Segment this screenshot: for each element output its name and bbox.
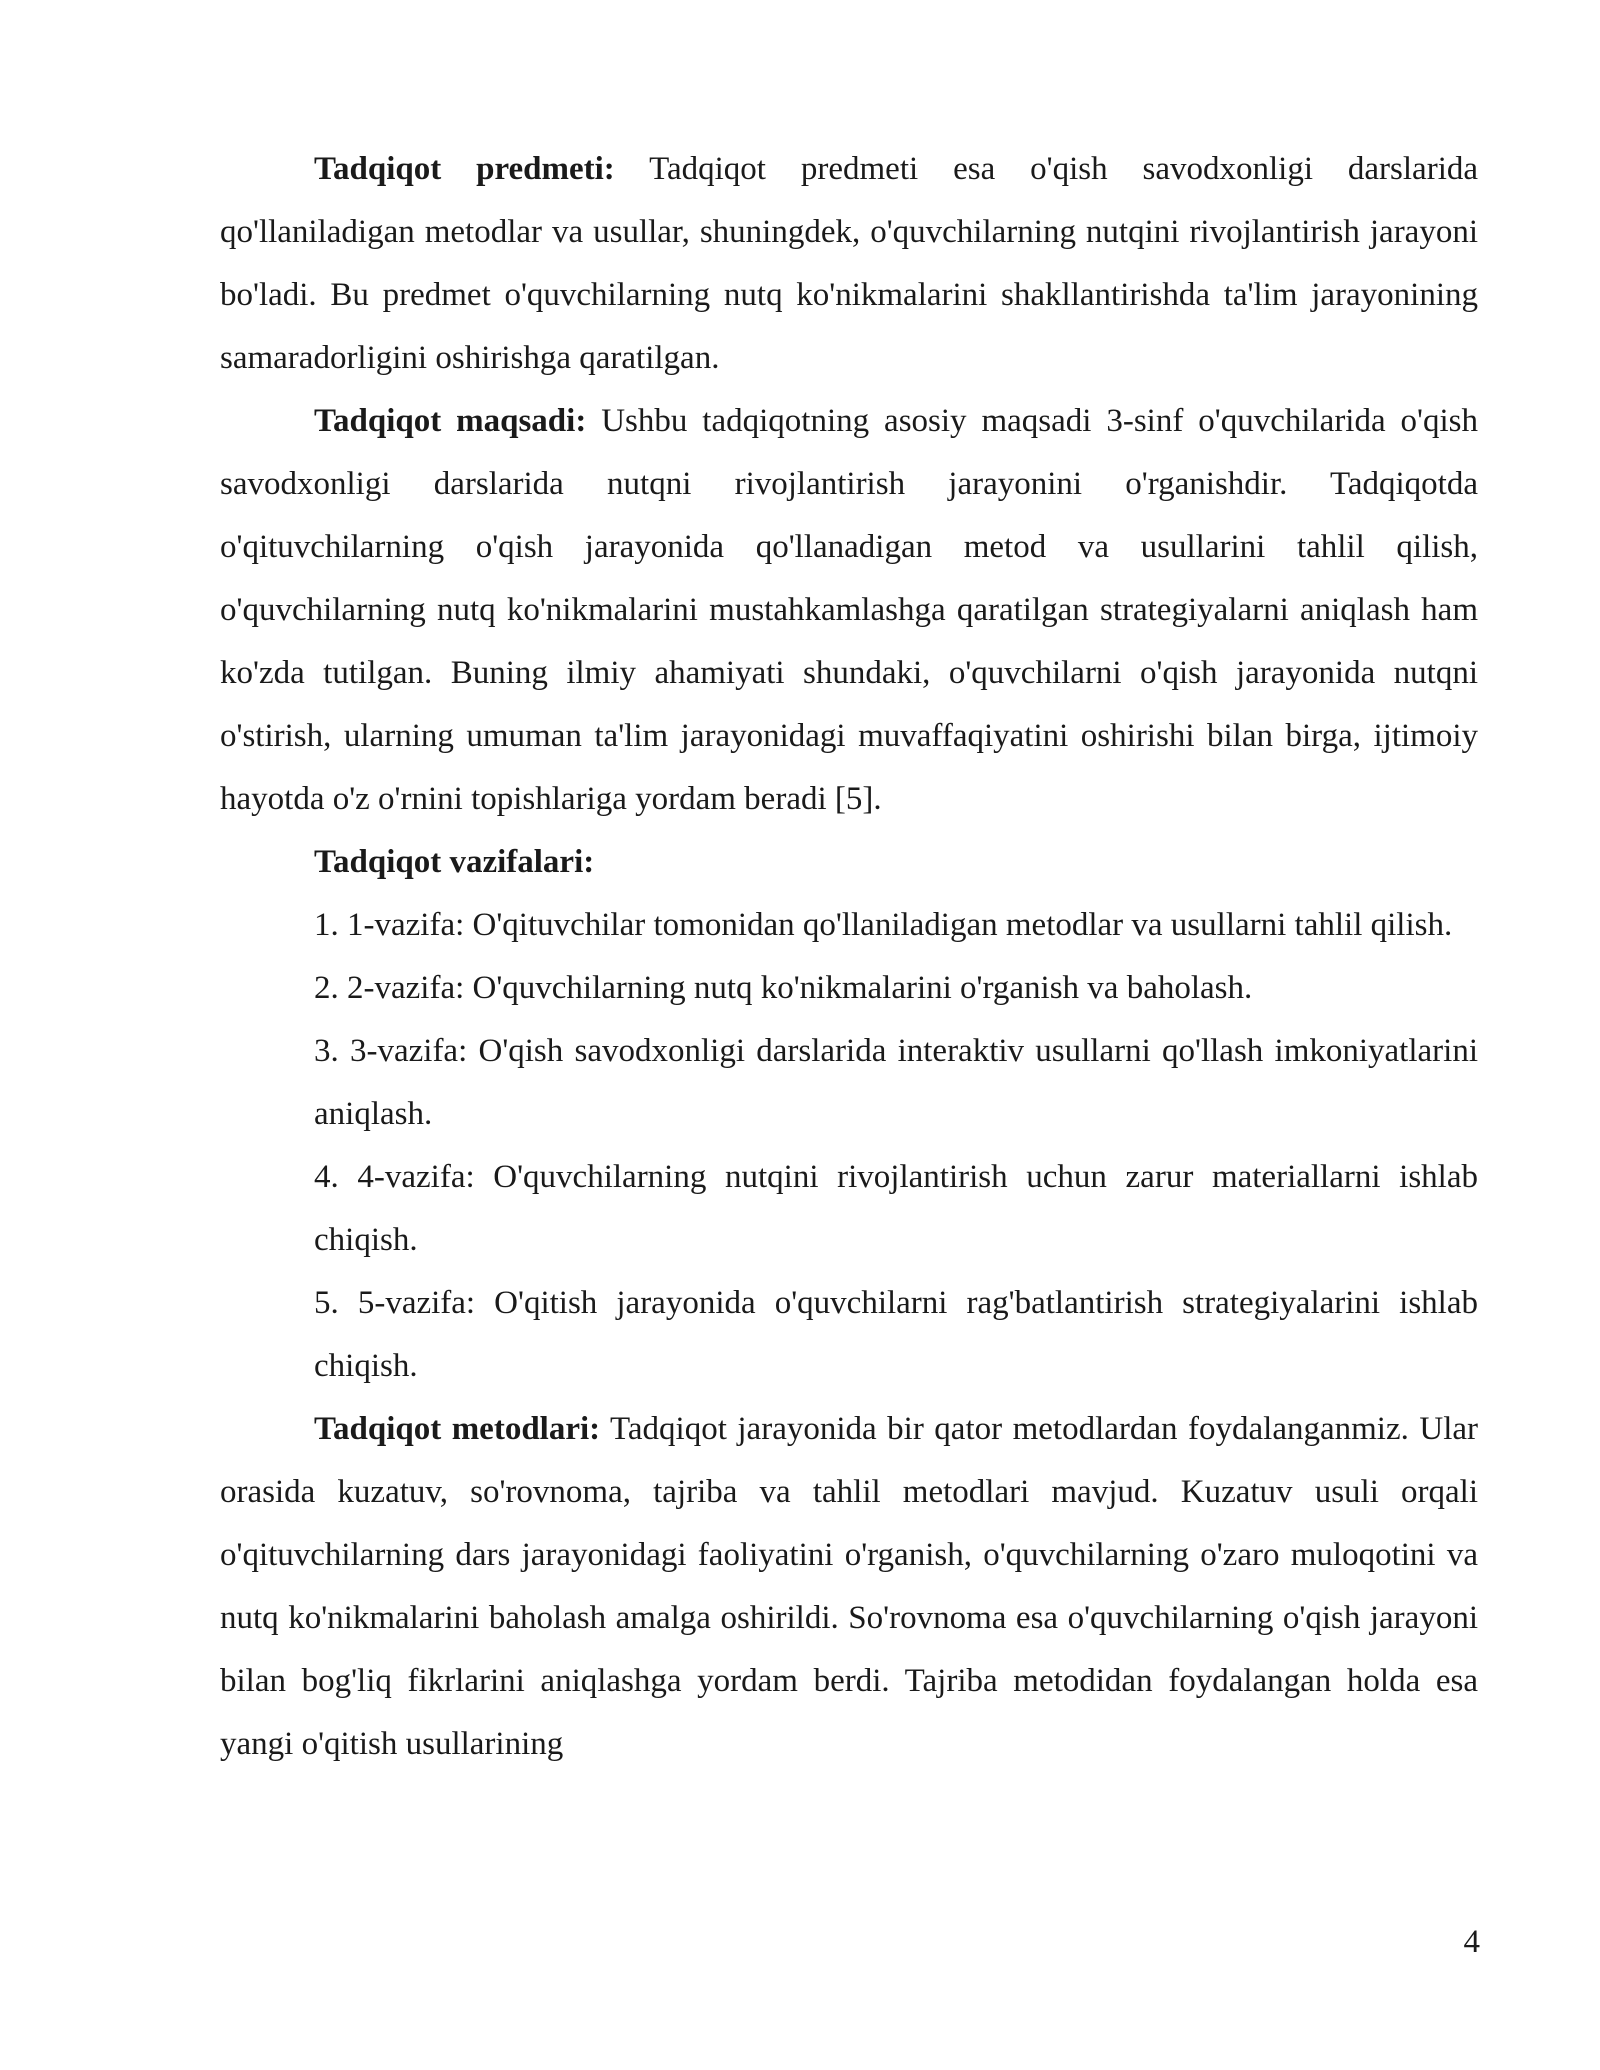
- document-page: [220, 138, 1478, 1776]
- list-item: 5. 5-vazifa: O'qitish jarayonida o'quvchilarni rag'batlantirish strategiyalarini ishlab chiqish.: [314, 1285, 1478, 1384]
- heading-predmeti: Tadqiqot predmeti:: [314, 151, 615, 187]
- paragraph-predmeti: [220, 138, 1478, 390]
- paragraph-vazifalari: [220, 831, 1478, 894]
- text-maqsadi: Ushbu tadqiqotning asosiy maqsadi 3-sinf o'quvchilarida o'qish savodxonligi darslarida nutqni rivojlantirish jarayonini o'rganishdir. Tadqiqotda o'qituvchilarning o'qish jarayonida qo'llanadigan metod va usullarini tahlil qilish, o'quvchilarning nutq ko'nikmalarini mustahkamlashga qaratilgan strategiyalarni aniqlash ham ko'zda tutilgan. Buning ilmiy ahamiyati shundaki, o'quvchilarni o'qish jarayonida nutqni o'stirish, ularning umuman ta'lim jarayonidagi muvaffaqiyatini oshirishi bilan birga, ijtimoiy hayotda o'z o'rnini topishlariga yordam beradi [5].: [220, 403, 1478, 817]
- heading-maqsadi: Tadqiqot maqsadi:: [314, 403, 587, 439]
- heading-vazifalari: Tadqiqot vazifalari:: [314, 844, 595, 880]
- list-item: 4. 4-vazifa: O'quvchilarning nutqini rivojlantirish uchun zarur materiallarni ishlab chiqish.: [314, 1159, 1478, 1258]
- list-item: 3. 3-vazifa: O'qish savodxonligi darslarida interaktiv usullarni qo'llash imkoniyatlarini aniqlash.: [314, 1033, 1478, 1132]
- vazifalari-list: [220, 894, 1478, 1398]
- list-item: 2. 2-vazifa: O'quvchilarning nutq ko'nikmalarini o'rganish va baholash.: [314, 970, 1253, 1006]
- text-metodlari: Tadqiqot jarayonida bir qator metodlardan foydalanganmiz. Ular orasida kuzatuv, so'rovnoma, tajriba va tahlil metodlari mavjud. Kuzatuv usuli orqali o'qituvchilarning dars jarayonidagi faoliyatini o'rganish, o'quvchilarning o'zaro muloqotini va nutq ko'nikmalarini baholash amalga oshirildi. So'rovnoma esa o'quvchilarning o'qish jarayoni bilan bog'liq fikrlarini aniqlashga yordam berdi. Tajriba metodidan foydalangan holda esa yangi o'qitish usullarining: [220, 1411, 1479, 1762]
- page-number: 4: [1463, 1924, 1480, 1960]
- paragraph-maqsadi: [220, 390, 1478, 831]
- text-predmeti: Tadqiqot predmeti esa o'qish savodxonligi darslarida qo'llaniladigan metodlar va usullar, shuningdek, o'quvchilarning nutqini rivojlantirish jarayoni bo'ladi. Bu predmet o'quvchilarning nutq ko'nikmalarini shakllantirishda ta'lim jarayonining samaradorligini oshirishga qaratilgan.: [220, 151, 1479, 376]
- list-item: 1. 1-vazifa: O'qituvchilar tomonidan qo'llaniladigan metodlar va usullarni tahlil qilish.: [314, 907, 1453, 943]
- heading-metodlari: Tadqiqot metodlari:: [314, 1411, 601, 1447]
- paragraph-metodlari: [220, 1398, 1478, 1776]
